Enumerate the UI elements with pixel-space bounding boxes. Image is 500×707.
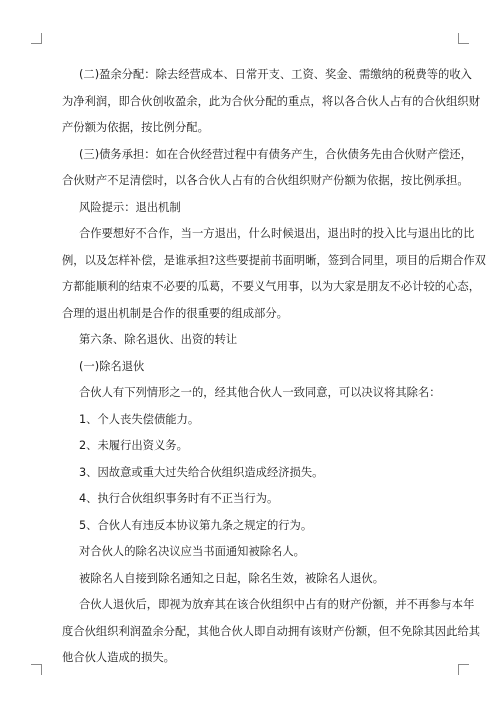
text-line: 他合伙人造成的损失。	[62, 651, 175, 664]
text-line: 风险提示：退出机制	[79, 200, 181, 214]
text-line: 为净利润，即合伙创收盈余，此为合伙分配的重点，将以各合伙人占有的合伙组织财	[62, 94, 480, 108]
text-line: 对合伙人的除名决议应当书面通知被除名人。	[79, 545, 305, 558]
text-line: 第六条、除名退伙、出资的转让	[79, 333, 238, 346]
text-line: 合伙人退伙后，即视为放弃其在该合伙组织中占有的财产份额，并不再参与本年	[79, 598, 475, 611]
text-line: 合理的退出机制是合作的很重要的组成部分。	[62, 306, 288, 320]
text-line: 产份额为依据，按比例分配。	[62, 121, 209, 134]
text-line: (三)债务承担：如在合伙经营过程中有债务产生，合伙债务先由合伙财产偿还，	[79, 147, 472, 161]
text-line: 例，以及怎样补偿，是谁承担?这些要提前书面明晰，签到合同里，项目的后期合作双	[62, 253, 486, 267]
text-line: 4、执行合伙组织事务时有不正当行为。	[79, 492, 279, 505]
text-line: 5、合伙人有违反本协议第九条之规定的行为。	[79, 518, 313, 532]
text-line: 方都能顺利的结束不必要的瓜葛，不要义气用事，以为大家是朋友不必计较的心态，	[62, 280, 480, 293]
text-line: 度合伙组织利润盈余分配，其他合伙人即自动拥有该财产份额，但不免除其因此给其	[62, 624, 480, 638]
crop-mark-top-right	[458, 33, 469, 44]
text-line: (一)除名退伙	[79, 359, 145, 373]
text-line: 被除名人自接到除名通知之日起，除名生效，被除名人退伙。	[79, 571, 385, 585]
document-body	[62, 62, 486, 672]
text-line: 2、未履行出资义务。	[79, 439, 188, 452]
text-line: 合伙人有下列情形之一的，经其他合伙人一致同意，可以决议将其除名：	[79, 386, 441, 399]
text-line: 合伙财产不足清偿时，以各合伙人占有的合伙组织财产份额为依据，按比例承担。	[62, 174, 469, 187]
text-line: 3、因故意或重大过失给合伙组织造成经济损失。	[79, 465, 324, 479]
crop-mark-bottom-right	[458, 664, 469, 675]
text-line: (二)盈余分配：除去经营成本、日常开支、工资、奖金、需缴纳的税费等的收入	[79, 68, 472, 81]
text-line: 1、个人丧失偿债能力。	[79, 412, 200, 426]
crop-mark-bottom-left	[31, 664, 42, 675]
crop-mark-top-left	[31, 33, 42, 44]
text-line: 合作要想好不合作，当一方退出，什么时候退出，退出时的投入比与退出比的比	[79, 227, 475, 240]
